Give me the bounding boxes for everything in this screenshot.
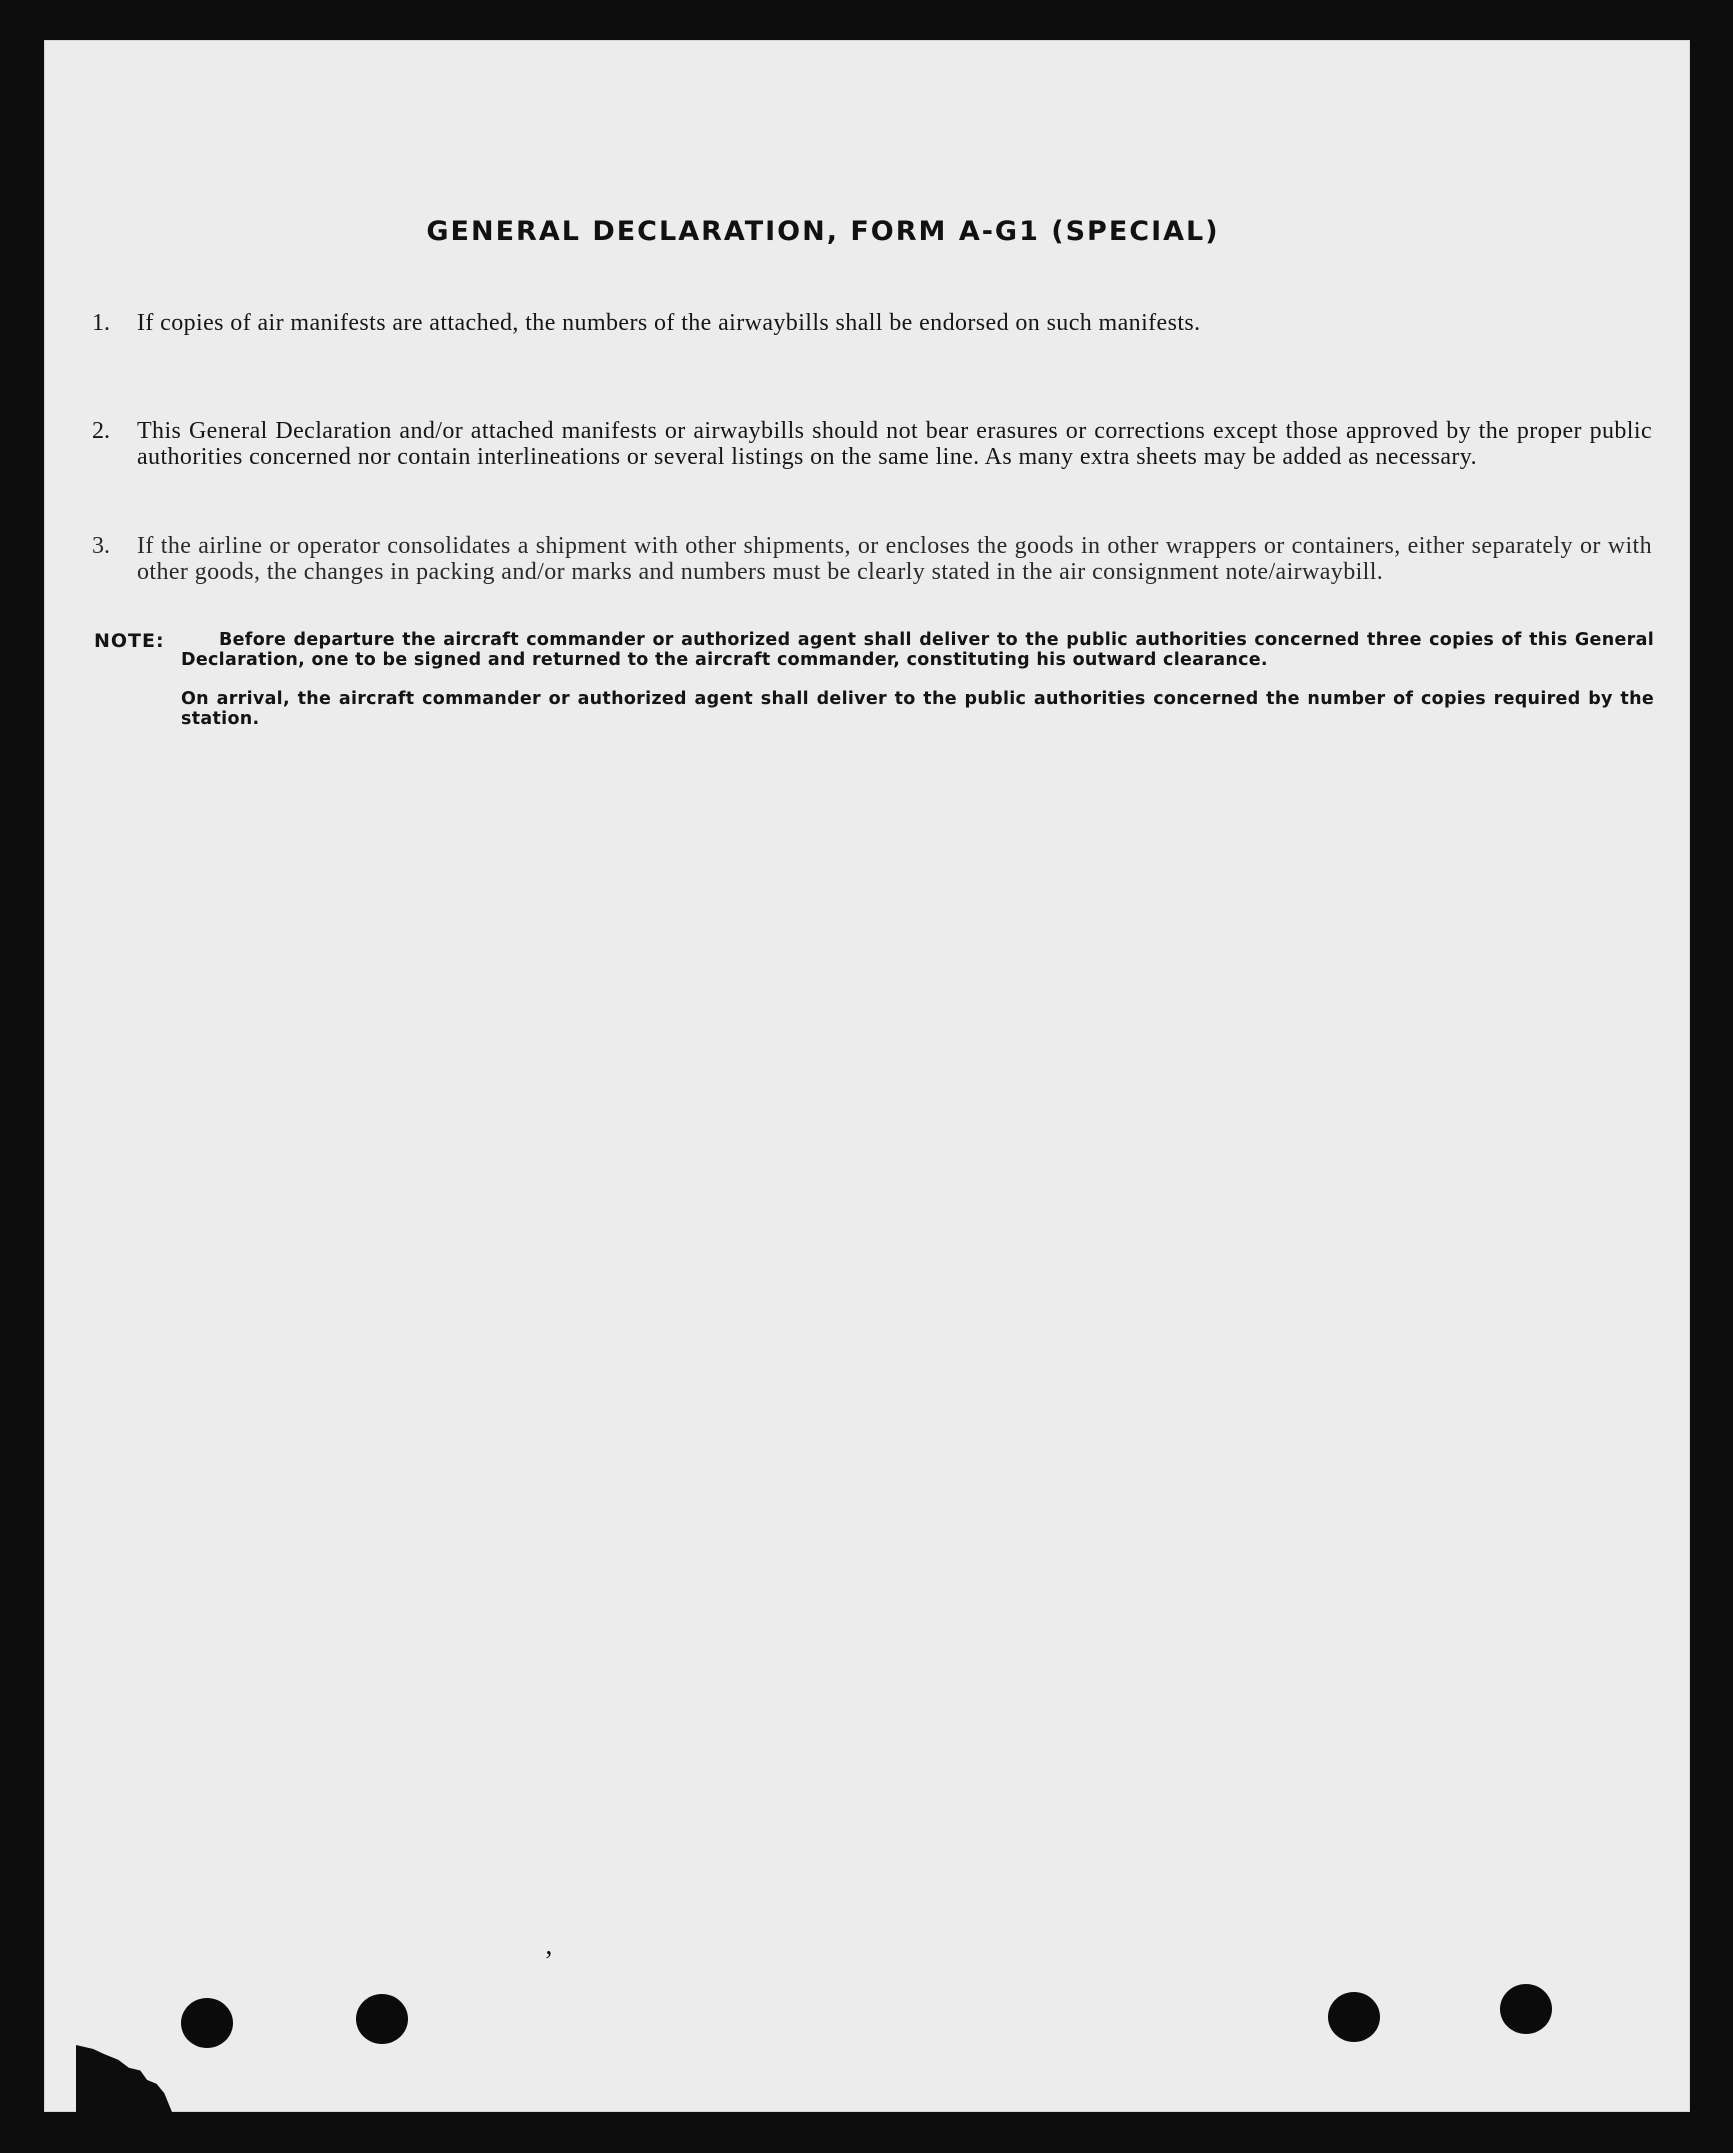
- torn-corner-icon: [76, 2045, 172, 2112]
- punch-hole-icon: [1500, 1984, 1552, 2034]
- note-paragraph-arrival: On arrival, the aircraft commander or authorized agent shall deliver to the public authorities concerned the number of copies required by the station.: [181, 689, 1654, 729]
- item-text: If the airline or operator consolidates a shipment with other shipments, or encloses the goods in other wrappers or containers, either separately or with other goods, the changes in packing and/or marks and numbers must be clearly stated in the air consignment note/airwaybill.: [137, 533, 1652, 585]
- item-number: 3.: [92, 533, 110, 559]
- ink-speck: ’: [544, 1946, 554, 1977]
- item-text: This General Declaration and/or attached manifests or airwaybills should not bear erasures or corrections except those approved by the proper public authorities concerned nor contain interlineations or several listings on the same line. As many extra sheets may be added as necessary.: [137, 418, 1652, 470]
- item-text: If copies of air manifests are attached, the numbers of the airwaybills shall be endorsed on such manifests.: [137, 310, 1201, 336]
- punch-hole-icon: [1328, 1992, 1380, 2042]
- punch-hole-icon: [356, 1994, 408, 2044]
- page-title: GENERAL DECLARATION, FORM A-G1 (SPECIAL): [426, 216, 1220, 247]
- note-paragraph-departure: Before departure the aircraft commander or authorized agent shall deliver to the public authorities concerned three copies of this General Declaration, one to be signed and returned to the aircraft commander, constituting his outward clearance.: [181, 630, 1654, 670]
- document-page: [44, 40, 1690, 2112]
- list-item: [92, 533, 1652, 585]
- item-number: 2.: [92, 418, 110, 444]
- item-number: 1.: [92, 310, 110, 336]
- list-item: [92, 418, 1652, 470]
- punch-hole-icon: [181, 1998, 233, 2048]
- list-item: [92, 310, 1652, 337]
- note-label: NOTE:: [94, 630, 165, 652]
